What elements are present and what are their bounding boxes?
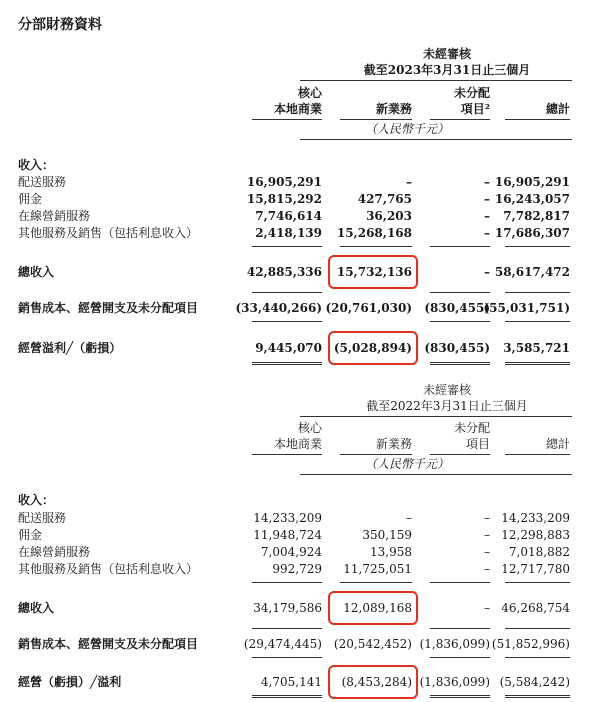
value-unalloc: – (484, 265, 490, 279)
value-unalloc: – (484, 528, 490, 542)
unit-label: （人民幣千元） (364, 457, 449, 471)
value-unalloc: – (484, 562, 490, 576)
value-new: 12,089,168 (343, 601, 412, 615)
value-core: 15,815,292 (246, 192, 322, 206)
col-unalloc-header: 項目 (465, 437, 490, 451)
value-total: 12,298,883 (501, 528, 570, 542)
value-total: 16,243,057 (494, 192, 570, 206)
row-label: 佣金 (18, 528, 43, 542)
value-total: 7,782,817 (503, 209, 570, 223)
value-new: 13,958 (370, 545, 412, 559)
value-core: 11,948,724 (253, 528, 322, 542)
value-total: 12,717,780 (501, 562, 570, 576)
value-new: 11,725,051 (343, 562, 412, 576)
col-new-header: 新業務 (375, 437, 412, 451)
revenue-heading: 收入： (18, 493, 55, 507)
value-unalloc: – (484, 175, 490, 189)
value-new: (8,453,284) (341, 675, 412, 689)
value-core: (33,440,266) (235, 301, 322, 315)
value-total: (51,852,996) (491, 637, 570, 651)
value-total: (5,584,242) (499, 675, 570, 689)
col-unalloc-header: 項目² (460, 102, 490, 116)
value-unalloc: – (484, 511, 490, 525)
audit-status: 未經審核 (422, 47, 471, 61)
value-new: 427,765 (357, 192, 412, 206)
row-label: 其他服務及銷售（包括利息收入） (18, 562, 199, 576)
value-core: 9,445,070 (255, 341, 322, 355)
value-core: 7,746,614 (255, 209, 322, 223)
value-new: 15,732,136 (336, 265, 412, 279)
col-core-header: 核心 (297, 86, 322, 100)
col-unalloc-header: 未分配 (453, 421, 490, 435)
value-unalloc: – (484, 192, 490, 206)
value-core: 42,885,336 (246, 265, 322, 279)
highlight-box (328, 591, 418, 625)
value-core: 34,179,586 (253, 601, 322, 615)
col-unalloc-header: 未分配 (453, 86, 490, 100)
value-total: 17,686,307 (494, 226, 570, 240)
total-revenue-label: 總收入 (18, 265, 55, 279)
value-new: (20,761,030) (325, 301, 412, 315)
col-total-header: 總計 (545, 102, 570, 116)
value-core: 14,233,209 (253, 511, 322, 525)
highlight-box (328, 665, 418, 699)
value-total: 3,585,721 (503, 341, 570, 355)
revenue-heading: 收入： (18, 158, 55, 172)
period-heading: 截至2023年3月31日止三個月 (363, 63, 531, 77)
row-label: 佣金 (18, 192, 43, 206)
page-title: 分部財務資料 (18, 17, 102, 33)
value-total: 7,018,882 (508, 545, 570, 559)
highlight-box (328, 255, 418, 289)
value-unalloc: – (484, 601, 490, 615)
total-revenue-label: 總收入 (18, 601, 55, 615)
audit-status: 未經審核 (422, 383, 471, 397)
value-core: 992,729 (272, 562, 322, 576)
value-new: – (406, 175, 412, 189)
value-core: 7,004,924 (260, 545, 322, 559)
col-core-header: 本地商業 (273, 437, 322, 451)
costs-label: 銷售成本、經營開支及未分配項目 (18, 301, 199, 315)
value-new: 15,268,168 (336, 226, 412, 240)
value-core: (29,474,445) (243, 637, 322, 651)
col-new-header: 新業務 (375, 102, 412, 116)
value-new: (20,542,452) (333, 637, 412, 651)
period-heading: 截至2022年3月31日止三個月 (366, 399, 528, 413)
row-label: 配送服務 (18, 175, 67, 189)
costs-label: 銷售成本、經營開支及未分配項目 (18, 637, 199, 651)
value-core: 4,705,141 (260, 675, 322, 689)
highlight-box (328, 331, 418, 365)
value-unalloc: – (484, 209, 490, 223)
col-total-header: 總計 (545, 437, 570, 451)
value-unalloc: (1,836,099) (419, 675, 490, 689)
row-label: 配送服務 (18, 511, 67, 525)
value-new: – (406, 511, 412, 525)
value-unalloc: (830,455) (424, 301, 490, 315)
row-label: 其他服務及銷售（包括利息收入） (18, 226, 199, 240)
row-label: 在線營銷服務 (18, 209, 91, 223)
operating-result-label: 經營溢利╱（虧損） (18, 341, 122, 355)
value-unalloc: – (484, 545, 490, 559)
unit-label: （人民幣千元） (364, 122, 449, 136)
value-new: 36,203 (366, 209, 412, 223)
value-unalloc: (1,836,099) (419, 637, 490, 651)
value-total: 14,233,209 (501, 511, 570, 525)
value-core: 16,905,291 (246, 175, 322, 189)
value-unalloc: – (484, 226, 490, 240)
value-total: 16,905,291 (494, 175, 570, 189)
operating-result-label: 經營（虧損）╱溢利 (18, 675, 122, 689)
value-unalloc: (830,455) (424, 341, 490, 355)
value-total: 58,617,472 (494, 265, 570, 279)
row-label: 在線營銷服務 (18, 545, 91, 559)
value-total: 46,268,754 (501, 601, 570, 615)
col-core-header: 本地商業 (273, 102, 322, 116)
value-new: (5,028,894) (333, 341, 412, 355)
col-core-header: 核心 (297, 421, 322, 435)
value-new: 350,159 (362, 528, 412, 542)
value-core: 2,418,139 (255, 226, 322, 240)
value-total: (55,031,751) (483, 301, 570, 315)
